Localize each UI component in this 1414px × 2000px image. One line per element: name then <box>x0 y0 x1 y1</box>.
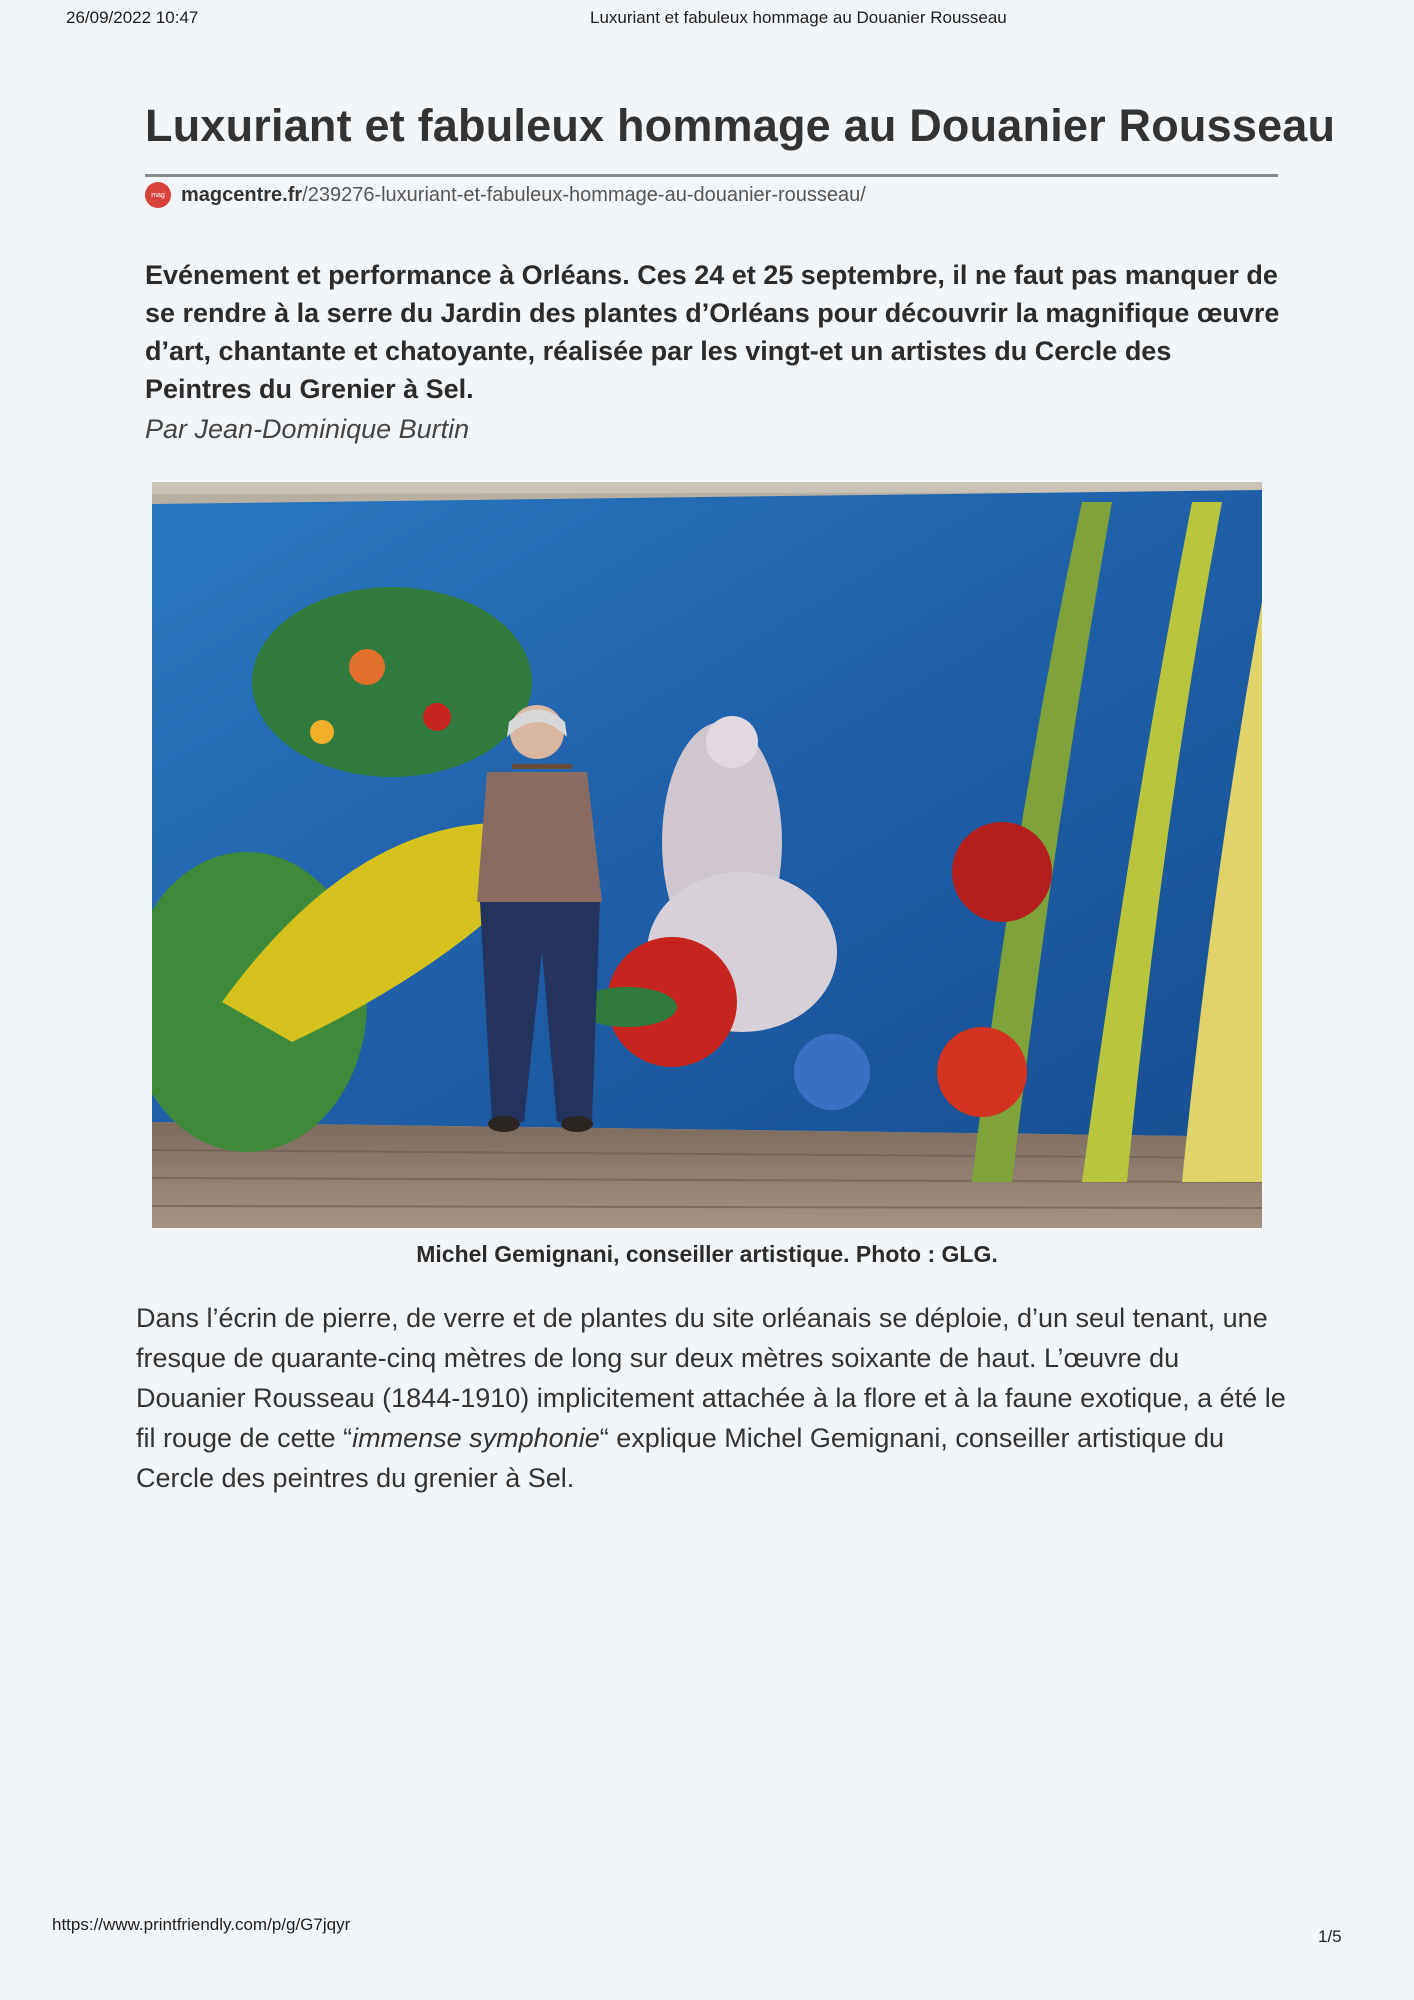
print-page-title: Luxuriant et fabuleux hommage au Douanier Rousseau <box>590 8 1007 27</box>
article-lead: Evénement et performance à Orléans. Ces 24 et 25 septembre, il ne faut pas manquer de se rendre à la serre du Jardin des plantes d’Orléans pour découvrir la magnifique œuvre d’art, chantante et chatoyante, réalisée par les vingt-et un artistes du Cercle des Peintres du Grenier à Sel. <box>145 260 1280 404</box>
article-body <box>136 1298 1286 1498</box>
mural-photo <box>152 482 1262 1228</box>
source-path: /239276-luxuriant-et-fabuleux-hommage-au-douanier-rousseau/ <box>302 183 866 206</box>
body-text-before-quote: Dans l’écrin de pierre, de verre et de plantes du site orléanais se déploie, d’un seul tenant, une fresque de quarante-cinq mètres de long sur deux mètres soixante de haut. L’œuvre du Douanier Rousseau (1844-1910) implicitement attachée à la flore et à la faune exotique, a été le fil rouge de cette “ <box>136 1303 1286 1453</box>
source-domain: magcentre.fr <box>181 183 303 206</box>
body-quote: immense symphonie <box>352 1423 600 1453</box>
print-datetime: 26/09/2022 10:47 <box>66 8 199 27</box>
source-link[interactable] <box>145 182 866 208</box>
print-page-number: 1/5 <box>1318 1927 1342 1946</box>
photo-caption: Michel Gemignani, conseiller artistique. Photo : GLG. <box>416 1241 998 1267</box>
title-divider <box>145 174 1278 177</box>
magcentre-logo-icon: mag <box>145 182 171 208</box>
article-byline: Par Jean-Dominique Burtin <box>145 414 470 444</box>
print-footer-url[interactable]: https://www.printfriendly.com/p/g/G7jqyr <box>52 1915 351 1934</box>
article-title: Luxuriant et fabuleux hommage au Douanier Rousseau <box>145 100 1336 151</box>
body-text-after-quote: “ explique Michel Gemignani, conseiller artistique du Cercle des peintres du grenier à Sel. <box>136 1423 1225 1493</box>
